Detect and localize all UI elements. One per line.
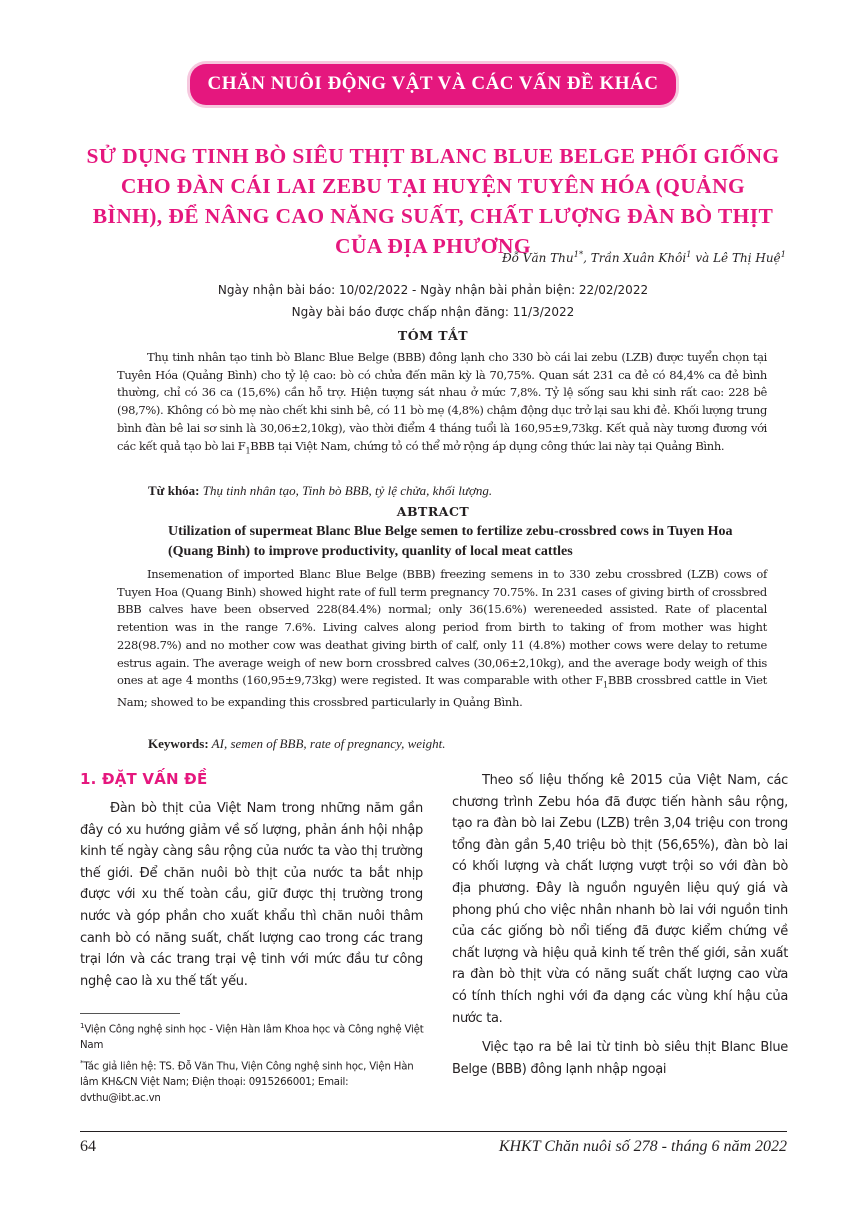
abstract-en-subscript: 1 — [603, 680, 608, 690]
author-name: Trần Xuân Khôi — [590, 251, 687, 265]
left-column — [80, 770, 423, 992]
author-line — [502, 249, 786, 265]
category-banner-wrap — [0, 64, 866, 105]
keywords-en-label: Keywords: — [148, 736, 209, 751]
abstract-en-text: BBB crossbred cattle in Viet Nam; showed to be expanding this crossbred particularly in Quảng Bình. — [117, 673, 767, 710]
author-affiliation-mark: 1 — [686, 249, 692, 259]
footnote-contact — [80, 1055, 430, 1107]
footnote-text: Viện Công nghệ sinh học - Viện Hàn lâm Khoa học và Công nghệ Việt Nam — [80, 1024, 424, 1052]
author-affiliation-mark: 1 — [780, 249, 786, 259]
footnote-affiliation — [80, 1018, 430, 1054]
abstract-en-heading: ABTRACT — [396, 504, 470, 519]
footnote-text: Tác giả liên hệ: TS. Đỗ Văn Thu, Viện Công nghệ sinh học, Viện Hàn lâm KH&CN Việt Nam; Điện thoại: 0915266001; Email: dvthu@ibt.ac.vn — [80, 1061, 414, 1104]
keywords-en — [148, 733, 768, 752]
keywords-vn-label: Từ khóa: — [148, 483, 200, 498]
author-name: Lê Thị Huệ — [713, 251, 781, 265]
journal-reference: KHKT Chăn nuôi số 278 - tháng 6 năm 2022 — [498, 1138, 787, 1155]
abstract-vn-body — [117, 349, 767, 460]
author-separator: , — [583, 251, 591, 265]
right-column — [452, 770, 788, 1088]
abstract-vn-text: BBB tại Việt Nam, chứng tỏ có thể mở rộng áp dụng công thức lai này tại Quảng Bình. — [250, 438, 725, 453]
abstract-en-body — [117, 566, 767, 712]
accepted-date: Ngày bài báo được chấp nhận đăng: 11/3/2022 — [291, 305, 575, 319]
footnotes — [80, 1018, 430, 1108]
keywords-en-values: AI, semen of BBB, rate of pregnancy, weight. — [208, 736, 446, 751]
body-paragraph: Việc tạo ra bê lai từ tinh bò siêu thịt Blanc Blue Belge (BBB) đông lạnh nhập ngoại — [452, 1040, 788, 1077]
author-name: Đỗ Văn Thu — [501, 251, 574, 265]
section-heading: 1. ĐẶT VẤN ĐỀ — [80, 770, 208, 788]
body-paragraph: Đàn bò thịt của Việt Nam trong những năm gần đây có xu hướng giảm về số lượng, phản ánh hội nhập kinh tế ngày càng sâu rộng của nước ta vào thị trường thế giới. Để chăn nuôi bò thịt của nước ta bắt nhịp được với xu thế toàn cầu, giữ được thị trường trong nước và góp phần cho xuất khẩu thì chăn nuôi thâm canh bò có năng suất, chất lượng cao trong các trang trại lớn và các trang trại vệ tinh với mức đầu tư công nghệ cao là xu thế tất yếu. — [80, 801, 423, 989]
keywords-vn — [148, 483, 768, 499]
footnote-mark: 1 — [80, 1021, 85, 1030]
category-banner: CHĂN NUÔI ĐỘNG VẬT VÀ CÁC VẤN ĐỀ KHÁC — [190, 64, 677, 105]
keywords-vn-values: Thụ tinh nhân tạo, Tinh bò BBB, tỷ lệ chửa, khối lượng. — [199, 483, 493, 498]
abstract-vn-subscript: 1 — [245, 445, 251, 455]
received-dates: Ngày nhận bài báo: 10/02/2022 - Ngày nhận bài phản biện: 22/02/2022 — [217, 283, 649, 297]
footer-divider — [80, 1131, 787, 1132]
abstract-en-text: Insemenation of imported Blanc Blue Belge (BBB) freezing semens in to 330 zebu crossbred (LZB) cows of Tuyen Hoa (Quang Binh) showed hight rate of full term pregnancy 70.75%. In 231 cases of giving birth of crossbred BBB calves have been observed 228(84.4%) normal; only 36(15.6%) wereneeded assisted. Rate of placental retention was in the range 7.6%. Living calves along period from birth to taking of from mother was hight 228(98.7%) and no mother cow was deathat giving birth of calf, only 11 (4.8%) mother cows were delay to retume estrus again. The average weigh of new born crossbred calves (30,06±2,10kg), and the average body weigh of this ones at age 4 months (160,95±9,73kg) were registed. It was comparable with other F — [117, 567, 767, 688]
abstract-vn-heading: TÓM TẮT — [397, 328, 469, 343]
author-affiliation-mark: 1* — [573, 249, 584, 259]
english-title: Utilization of supermeat Blanc Blue Belge semen to fertilize zebu-crossbred cows in Tuyen Hoa (Quang Binh) to improve productivity, quanlity of local meat cattles — [168, 524, 733, 559]
footnote-mark: * — [80, 1057, 84, 1067]
body-paragraph: Theo số liệu thống kê 2015 của Việt Nam, các chương trình Zebu hóa đã được tiến hành sâu rộng, tạo ra đàn bò lai Zebu (LZB) trên 3,04 triệu con trong tổng đàn gần 5,40 triệu bò thịt (56,65%), đàn bò lai có khối lượng và chất lượng vượt trội so với đàn bò địa phương. Đây là nguồn nguyên liệu quý giá và phong phú cho việc nhân nhanh bò lai với nguồn tinh của các giống bò nổi tiếng đã được kiểm chứng về chất lượng và hiệu quả kinh tế trên thế giới, sản xuất ra đàn bò thịt vừa có năng suất chất lượng cao vừa có tính thích nghi với đa dạng các vùng khí hậu của nước ta. — [452, 773, 788, 1026]
article-title: SỬ DỤNG TINH BÒ SIÊU THỊT BLANC BLUE BELGE PHỐI GIỐNG CHO ĐÀN CÁI LAI ZEBU TẠI HUYỆN TUYÊN HÓA (QUẢNG BÌNH), ĐỂ NÂNG CAO NĂNG SUẤT, CHẤT LƯỢNG ĐÀN BÒ THỊT CỦA ĐỊA PHƯƠNG — [86, 144, 780, 258]
author-separator: và — [691, 251, 714, 265]
page-number: 64 — [80, 1138, 96, 1155]
abstract-vn-text: Thụ tinh nhân tạo tinh bò Blanc Blue Belge (BBB) đông lạnh cho 330 bò cái lai zebu (LZB) được tuyển chọn tại Tuyên Hóa (Quảng Bình) cho tỷ lệ cao: bò có chửa đến mãn kỳ là 70,75%. Quan sát 231 ca đẻ có 84,4% ca đẻ bình thường, chỉ có 36 ca (15,6%) cần hỗ trợ. Hiện tượng sát nhau ở mức 7,8%. Tỷ lệ sống sau khi sinh rất cao: 228 bê (98,7%). Không có bò mẹ nào chết khi sinh bê, có 11 bò mẹ (4,8%) chậm động dục trở lại sau khi đẻ. Khối lượng trung bình đàn bê lai sơ sinh là 30,06±2,10kg), vào thời điểm 4 tháng tuổi là 160,95±9,73kg. Kết quả này tương đương với các kết quả tạo bò lai F — [117, 350, 767, 453]
footnote-divider — [80, 1013, 180, 1014]
